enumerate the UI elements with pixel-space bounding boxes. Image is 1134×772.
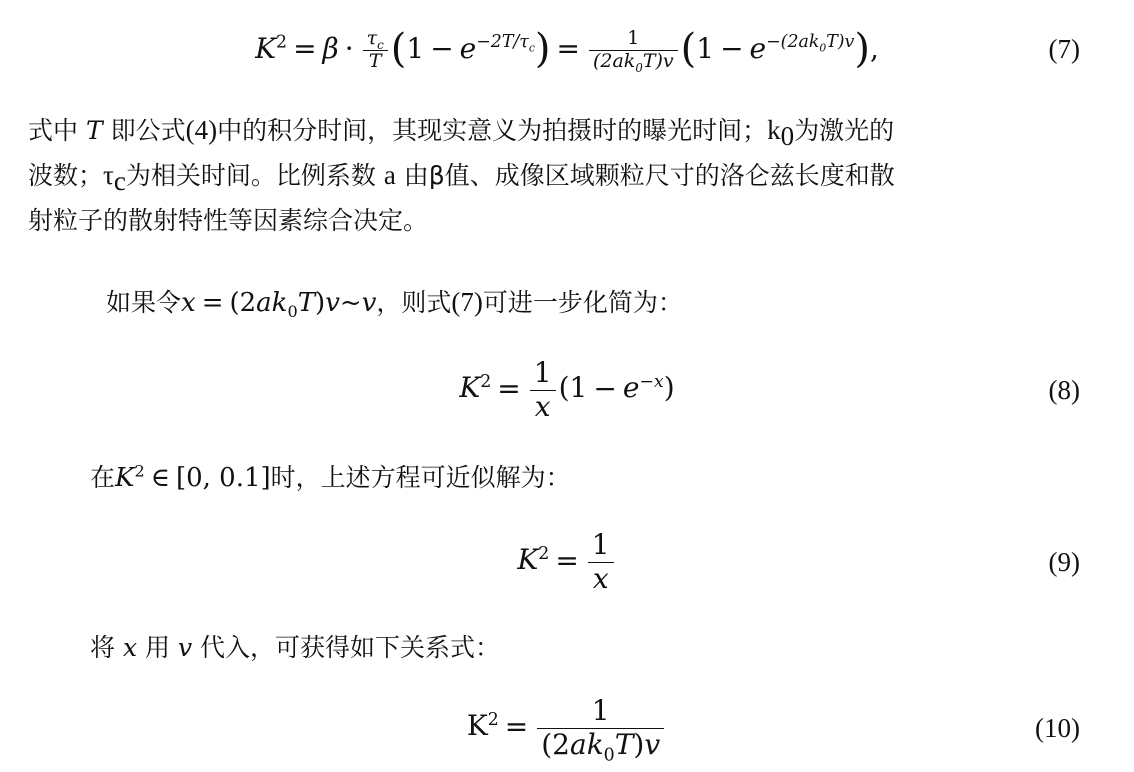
equation-10: [0, 690, 1134, 766]
equation-7: [0, 18, 1134, 80]
paragraph-line-2: 波数；$\tau_c$为相关时间。比例系数 a 由β值、成像区域颗粒尺寸的洛仑兹长度和散: [28, 160, 895, 196]
equation-8-body: $K^2$ = $\frac{1}{x}$ $(1 - e^{-x})$: [459, 356, 675, 423]
simplification-line: 如果令$x = (2ak_0T)v\sim v$，则式(7)可进一步化简为：: [106, 287, 683, 322]
paragraph-line-3: 射粒子的散射特性等因素综合决定。: [28, 206, 429, 235]
equation-9-number: (9): [1048, 546, 1080, 577]
equation-7-body: $K^2 = \beta$ · $\frac{\tau_c}{T}$ $(1 - e^{-2T/\tau_c})$ = $\frac{1}{(2ak_0T)v}$ $(1 - e^{-(2ak_0T)v})$,: [255, 25, 879, 75]
equation-8-number: (8): [1048, 374, 1080, 405]
equation-10-body: $K^2$ = $\frac{1}{(2ak_0T)v}$: [467, 695, 667, 760]
explanation-paragraph: [28, 108, 1108, 243]
equation-9: [0, 526, 1134, 598]
equation-10-number: (10): [1035, 712, 1080, 743]
substitution-line: 将 x 用 v 代入，可获得如下关系式：: [90, 633, 501, 662]
equation-9-body: $K^2$ = $\frac{1}{x}$: [517, 529, 616, 594]
approximation-line: 在$K^2$ ∈ [0, 0.1]时，上述方程可近似解为：: [90, 461, 571, 493]
paragraph-line-1: 式中 T 即公式(4)中的积分时间，其现实意义为拍摄时的曝光时间；$k_0$为激光的: [28, 115, 895, 151]
equation-7-number: (7): [1048, 33, 1080, 64]
equation-8: [0, 354, 1134, 426]
